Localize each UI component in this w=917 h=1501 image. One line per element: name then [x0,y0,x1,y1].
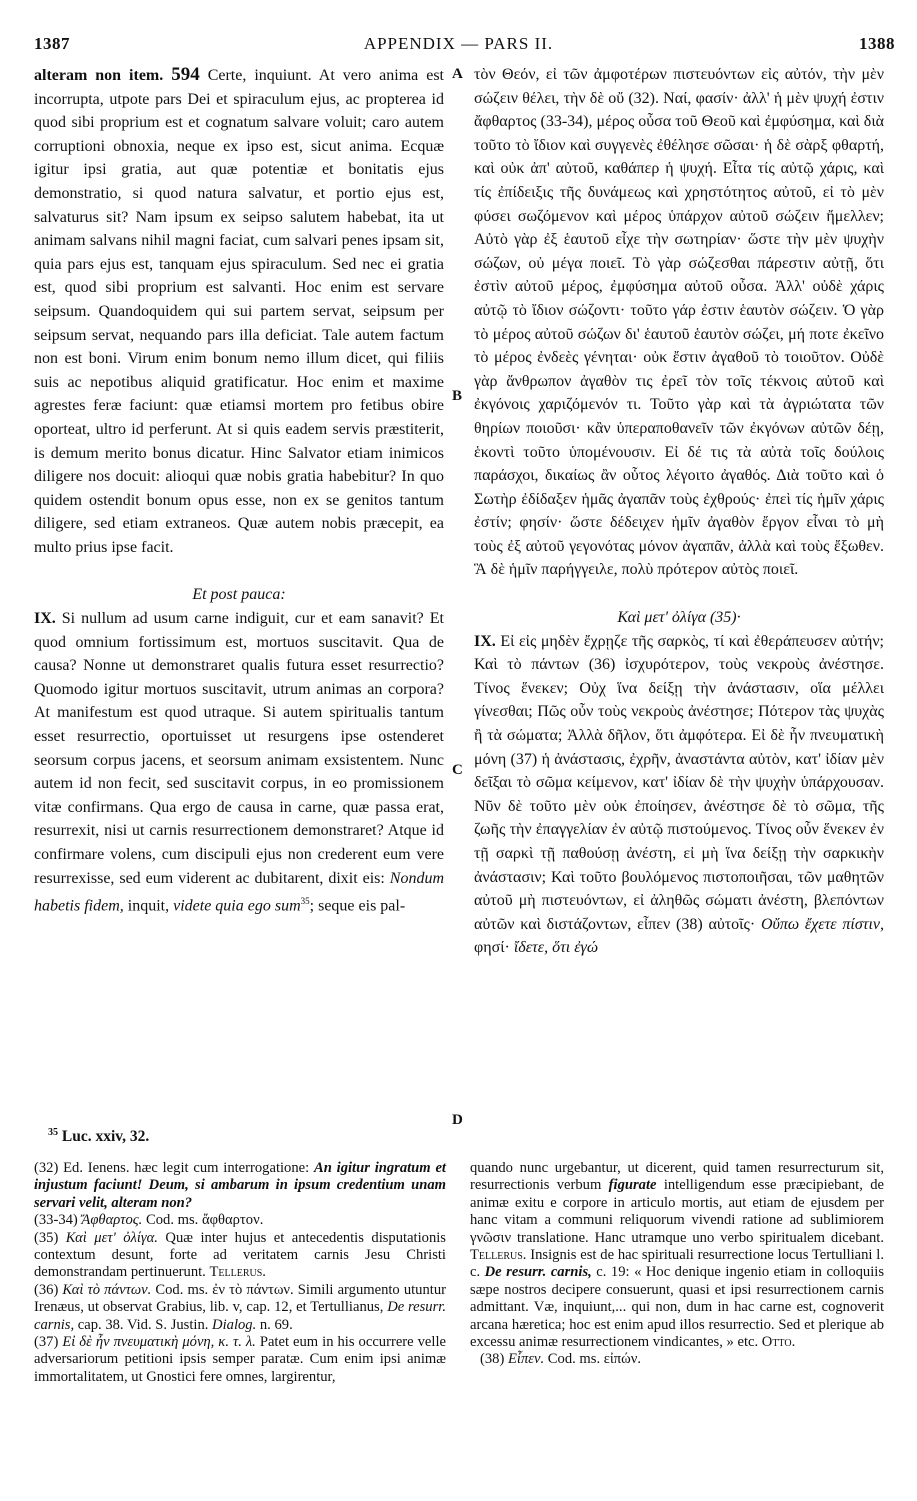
notes-left-column [34,1160,446,1386]
running-title: APPENDIX — PARS II. [363,34,554,53]
note-37-continued [470,1160,884,1351]
note-italic: figurate [608,1177,657,1194]
notes-right-column [470,1160,884,1369]
note-text: cap. 38. Vid. S. Justin. [74,1316,213,1333]
latin-paragraph-1 [34,63,444,559]
greek-section-number: IX. [474,632,496,650]
left-page-number: 1387 [34,34,70,53]
note-text: intelligendum esse præcipiebant, de animæ exitu e corpore in articulo mortis, aut etiam de ejusdem per hanc vitam a communi reliquorum vivendi ratione ad sublimiorem γνῶσιν translatione. Hanc utramque uno verbo spiritualem dicebant. [470,1177,884,1246]
note-author: Otto. [761,1334,796,1351]
note-author: Tellerus. [209,1264,266,1281]
latin-text-1: Certe, inquiunt. At vero anima est incorrupta, utpote pars Dei et spiraculum ejus, ac propterea id quod sibi proprium est et cognatum salvare voluit; caro autem corruptioni obnoxia, neque ex ipso est, sicut anima. Ecquæ igitur ipsi gratia, aut quæ potentiæ et bonitatis ejus demonstratio, si quod natura salvatur, et portio ejus est, salvaturus sit? Nam ipsum ex seipso salutem habebat, ita ut animam salvans nihil magni faciat, cum salvari penes ipsam sit, quia pars ejus est, tanquam ejus spiraculum. Sed nec ei gratia est, quod sibi proprium est salvanti. Hoc enim est servare seipsum. Quandoquidem qui sui partem servat, seipsum per seipsum servat, nequando pars illa deficiat. Tale autem factum non est boni. Virum enim bonum nemo illum dicet, qui filiis suis ac nepotibus aliquid gratificatur. Hoc enim et maxime agrestes feræ faciunt: quæ etiamsi mortem pro fetibus obire oporteat, ultro id perferunt. At si quis eadem servis præstiterit, is demum merito bonus dicatur. Hinc Salvator etiam inimicos diligere nos docuit: alioqui quæ nobis gratia habebitur? In quo quidem ostendit bonum opus esse, non ex se genitos tantum diligere, sed etiam extraneos. Quæ autem nobis præcepit, ea multo prius ipse facit. [34,67,444,556]
note-italic: De resurr. carnis, [34,1299,446,1333]
latin-quote-1: Nondum habetis fidem, [34,869,444,915]
note-italic: An igitur ingratum et injustum faciunt! Deum, si ambarum in ipsum credentium unam servari velit, alteram non? [34,1160,446,1211]
note-text: n. 69. [256,1316,293,1333]
note-text: (35) [34,1229,66,1246]
note-author: Tellerus. [470,1247,527,1264]
note-text: c. 19: « Hoc denique ingenio etiam in colloquiis sæpe nostros decipere consuerunt, quasi et ipsi resurrectionem carnis admittant. Væ, inquiunt,... qui non, dum in hac carne est, cognoverit arcana hæretica; hoc est enim apud illos resurrectio. Sed et plerique ab excessu animæ resurrectionem vindicantes, » etc. [470,1264,885,1351]
note-38 [470,1351,884,1368]
note-text: Patet eum in his occurrere velle adversariorum petitioni ipsis semper paratæ. Cum enim ipsi animæ immortalitatem, ut Gnostici fere omnes, largirentur, [34,1334,446,1385]
latin-quote-2: videte quia ego sum [173,897,301,915]
right-page-number: 1388 [859,34,895,53]
latin-text-4: ; seque eis pal- [309,897,406,915]
note-text: Cod. ms. ἄφθαρτον. [142,1212,264,1229]
latin-subheading: Et post pauca: [192,586,286,604]
scripture-footnote-text: Luc. xxiv, 32. [58,1128,150,1146]
note-italic: Καὶ τὸ πάντων. [62,1281,152,1298]
note-italic: Εἰ δὲ ἦν πνευματικὴ μόνη, κ. τ. λ. [62,1334,256,1351]
latin-paragraph-2 [34,607,444,918]
note-italic: Εἶπεν. [507,1351,545,1368]
scripture-footnote [48,1127,149,1146]
greek-paragraph-1: τὸν Θεόν, εἰ τῶν ἀμφοτέρων πιστευόντων εἰς αὐτόν, τὴν μὲν σώζειν θέλει, τὴν δὲ οὔ (32). Ναί, φασίν· ἀλλ' ἡ μὲν ψυχή ἐστιν ἄφθαρτος (33-34), μέρος οὖσα τοῦ Θεοῦ καὶ ἐμφύσημα, καὶ διὰ τοῦτο τὸ ἴδιον καὶ συγγενὲς ἐθέλησε σῶσαι· ἡ δὲ σὰρξ φθαρτή, καὶ οὐκ ἀπ' αὐτοῦ, καθάπερ ἡ ψυχή. Εἶτα τίς αὐτῷ χάρις, καὶ τίς ἐπίδειξις τῆς δυνάμεως καὶ χρηστότητος αὐτοῦ, εἰ τὸ μὲν φύσει σωζόμενον καὶ μέρος ὑπάρχον αὐτοῦ σώζειν ἤμελλεν; Αὐτὸ γὰρ ἐξ ἑαυτοῦ εἶχε τὴν σωτηρίαν· ὥστε τὴν μὲν ψυχὴν σώζων, οὐ μέγα ποιεῖ. Τὸ γὰρ σώζεσθαι πάρεστιν αὐτῇ, ὅτι ἐστὶν αὐτοῦ μέρος, ἐμφύσημα αὐτοῦ οὖσα. Ἀλλ' οὐδὲ χάρις αὐτῷ τὸ ἴδιον σώζοντι· τοῦτο γάρ ἐστιν ἑαυτὸν σώζειν. Ὁ γὰρ τὸ μέρος αὐτοῦ σώζων δι' ἑαυτοῦ ἑαυτὸν σώζει, μή ποτε ἐκεῖνο τὸ μέρος ἐνδεὲς γένηται· οὐκ ἔστιν ἀγαθοῦ τὸ τοιοῦτον. Οὐδὲ γὰρ ἄνθρωπον ἀγαθὸν τις ἐρεῖ τὸν τοῖς τέκνοις αὐτοῦ καὶ ἐκγόνοις χαριζόμενόν τι. Τοῦτο γὰρ καὶ τὰ ἀγριώτατα τῶν θηρίων ποιοῦσι· κἂν ὑπεραποθανεῖν τῶν ἐκγόνων αὐτῶν δέῃ, ἑκοντὶ τοῦτο ὑπομένουσιν. Εἰ δέ τις τὰ αὐτὰ τοῖς δούλοις παράσχοι, δικαίως ἂν οὗτος λέγοιτο ἀγαθός. Διὰ τοῦτο καὶ ὁ Σωτὴρ ἐδίδαξεν ἡμᾶς ἀγαπᾶν τοὺς ἐχθρούς· ἐπεὶ τίς ἡμῖν χάρις ἐστίν; φησίν· ὥστε δέδειχεν ἡμῖν ἀγαθὸν ἔργον εἶναι τὸ μὴ τοὺς ἐξ αὐτοῦ γεγονότας μόνον ἀγαπᾶν, ἀλλὰ καὶ τοὺς ἔξωθεν. Ἃ δὲ ἡμῖν παρήγγειλε, πολὺ πρότερον αὐτὸς ποιεῖ. [474,66,884,579]
note-35 [34,1230,446,1282]
note-text: Cod. ms. εἰπών. [544,1351,642,1368]
note-text: Quæ inter hujus et antecedentis disputationis contextum desunt, forte ad veritatem carnis Jesu Christi demonstrandam pertinuerunt. [34,1229,446,1281]
note-italic: Dialog. [212,1316,257,1333]
greek-text-3: φησί· [474,939,514,957]
note-text: Cod. ms. ἐν τὸ πάντων. Simili argumento utuntur Irenæus, ut observat Grabius, lib. v, cap. 12, et Tertullianus, [34,1281,446,1316]
note-text: (37) [34,1334,63,1351]
note-text: (38) [480,1351,508,1368]
note-text: quando nunc urgebantur, ut dicerent, quid tamen resurrecturum sit, resurrectionis verbum [470,1160,884,1194]
latin-text-3: inquit, [123,897,174,915]
greek-subheading: Καὶ μετ' ὀλίγα (35)· [617,609,741,627]
margin-marker-c: C [452,762,463,778]
margin-marker-a: A [452,66,463,82]
latin-column [34,63,444,918]
note-italic: De resurr. carnis, [484,1264,592,1281]
footnote-ref: 35 [300,896,310,907]
note-text: Insignis est de hac spirituali resurrectione locus Tertulliani l. c. [470,1247,884,1281]
scripture-footnote-number: 35 [48,1127,58,1138]
margin-marker-d: D [452,1112,463,1128]
note-37 [34,1334,446,1386]
greek-column [474,63,884,960]
greek-paragraph-2 [474,630,884,960]
latin-text-2: Si nullum ad usum carne indiguit, cur et eam sanavit? Et quod omnium fortissimum est, mortuos suscitavit. Qua de causa? Nonne ut demonstraret qualis futura esset resurrectio? Quomodo igitur mortuos suscitavit, utrum animas an corpora? At manifestum est quod utraque. Si autem spiritualis tantum esset resurrectio, oportuisset ut resurgens ipse ostenderet seorsum corpus jacens, et seorsum animam exsistentem. Nunc autem id non fecit, sed suscitavit corpus, in eo promissionem vitæ confirmans. Qua ergo de causa in carne, quæ passa erat, resurrexit, nisi ut carnis resurrectionem demonstraret? Atque id confirmare volens, cum discipuli ejus non crederent eum vere resurrexisse, sed eum viderent ac dubitarent, dixit eis: [34,610,444,887]
latin-opening: alteram non item. [34,67,172,84]
section-number: IX. [34,610,56,628]
note-33-34 [34,1212,446,1229]
note-36 [34,1282,446,1334]
note-italic: Ἄφθαρτος. [81,1212,143,1229]
column-number: 594 [171,64,200,85]
note-32 [34,1160,446,1212]
note-text: (32) Ed. Ienens. hæc legit cum interrogatione: [34,1160,314,1176]
greek-text-2: Εἰ εἰς μηδὲν ἔχρῃζε τῆς σαρκὸς, τί καὶ ἐθεράπευσεν αὐτήν; Καὶ τὸ πάντων (36) ἰσχυρότερον, τοὺς νεκροὺς ἀνέστησε. Τίνος ἕνεκεν; Οὐχ ἵνα δείξῃ τὴν ἀνάστασιν, οἵα μέλλει γίνεσθαι; Πῶς οὖν τοὺς νεκροὺς ἀνέστησε; Πότερον τὰς ψυχὰς ἢ τὰ σώματα; Ἀλλὰ δῆλον, ὅτι ἀμφότερα. Εἰ δὲ ἦν πνευματικὴ μόνη (37) ἡ ἀνάστασις, ἐχρῆν, ἀναστάντα αὐτὸν, κατ' ἰδίαν μὲν δεῖξαι τὸ σῶμα κείμενον, κατ' ἰδίαν δὲ τὴν ψυχὴν ὑπάρχουσαν. Νῦν δὲ τοῦτο μὲν οὐκ ἐποίησεν, ἀνέστησε δὲ τὸ σῶμα, τῆς ζωῆς τὴν ἐπαγγελίαν ἐν αὐτῷ πιστούμενος. Τίνος οὖν ἕνεκεν ἐν τῇ σαρκὶ τῇ παθούσῃ ἀνέστη, εἰ μὴ ἵνα δείξῃ τὴν σαρκικὴν ἀνάστασιν; Καὶ τοῦτο βουλόμενος πιστοποιῆσαι, τῶν μαθητῶν αὐτοῦ μὴ πιστευόντων, εἰ ἀληθῶς σώματι ἀνέστη, βλεπόντων αὐτῶν καὶ διστάζοντων, εἶπεν (38) αὐτοῖς· [474,632,884,933]
note-text: (36) [34,1281,63,1298]
greek-quote-2: ἴδετε, ὅτι ἐγώ [513,939,599,957]
margin-marker-b: B [452,388,463,404]
note-italic: Καὶ μετ' ὀλίγα. [65,1229,158,1246]
greek-quote-1: Οὔπω ἔχετε πίστιν, [760,915,885,933]
note-text: (33-34) [34,1212,82,1229]
